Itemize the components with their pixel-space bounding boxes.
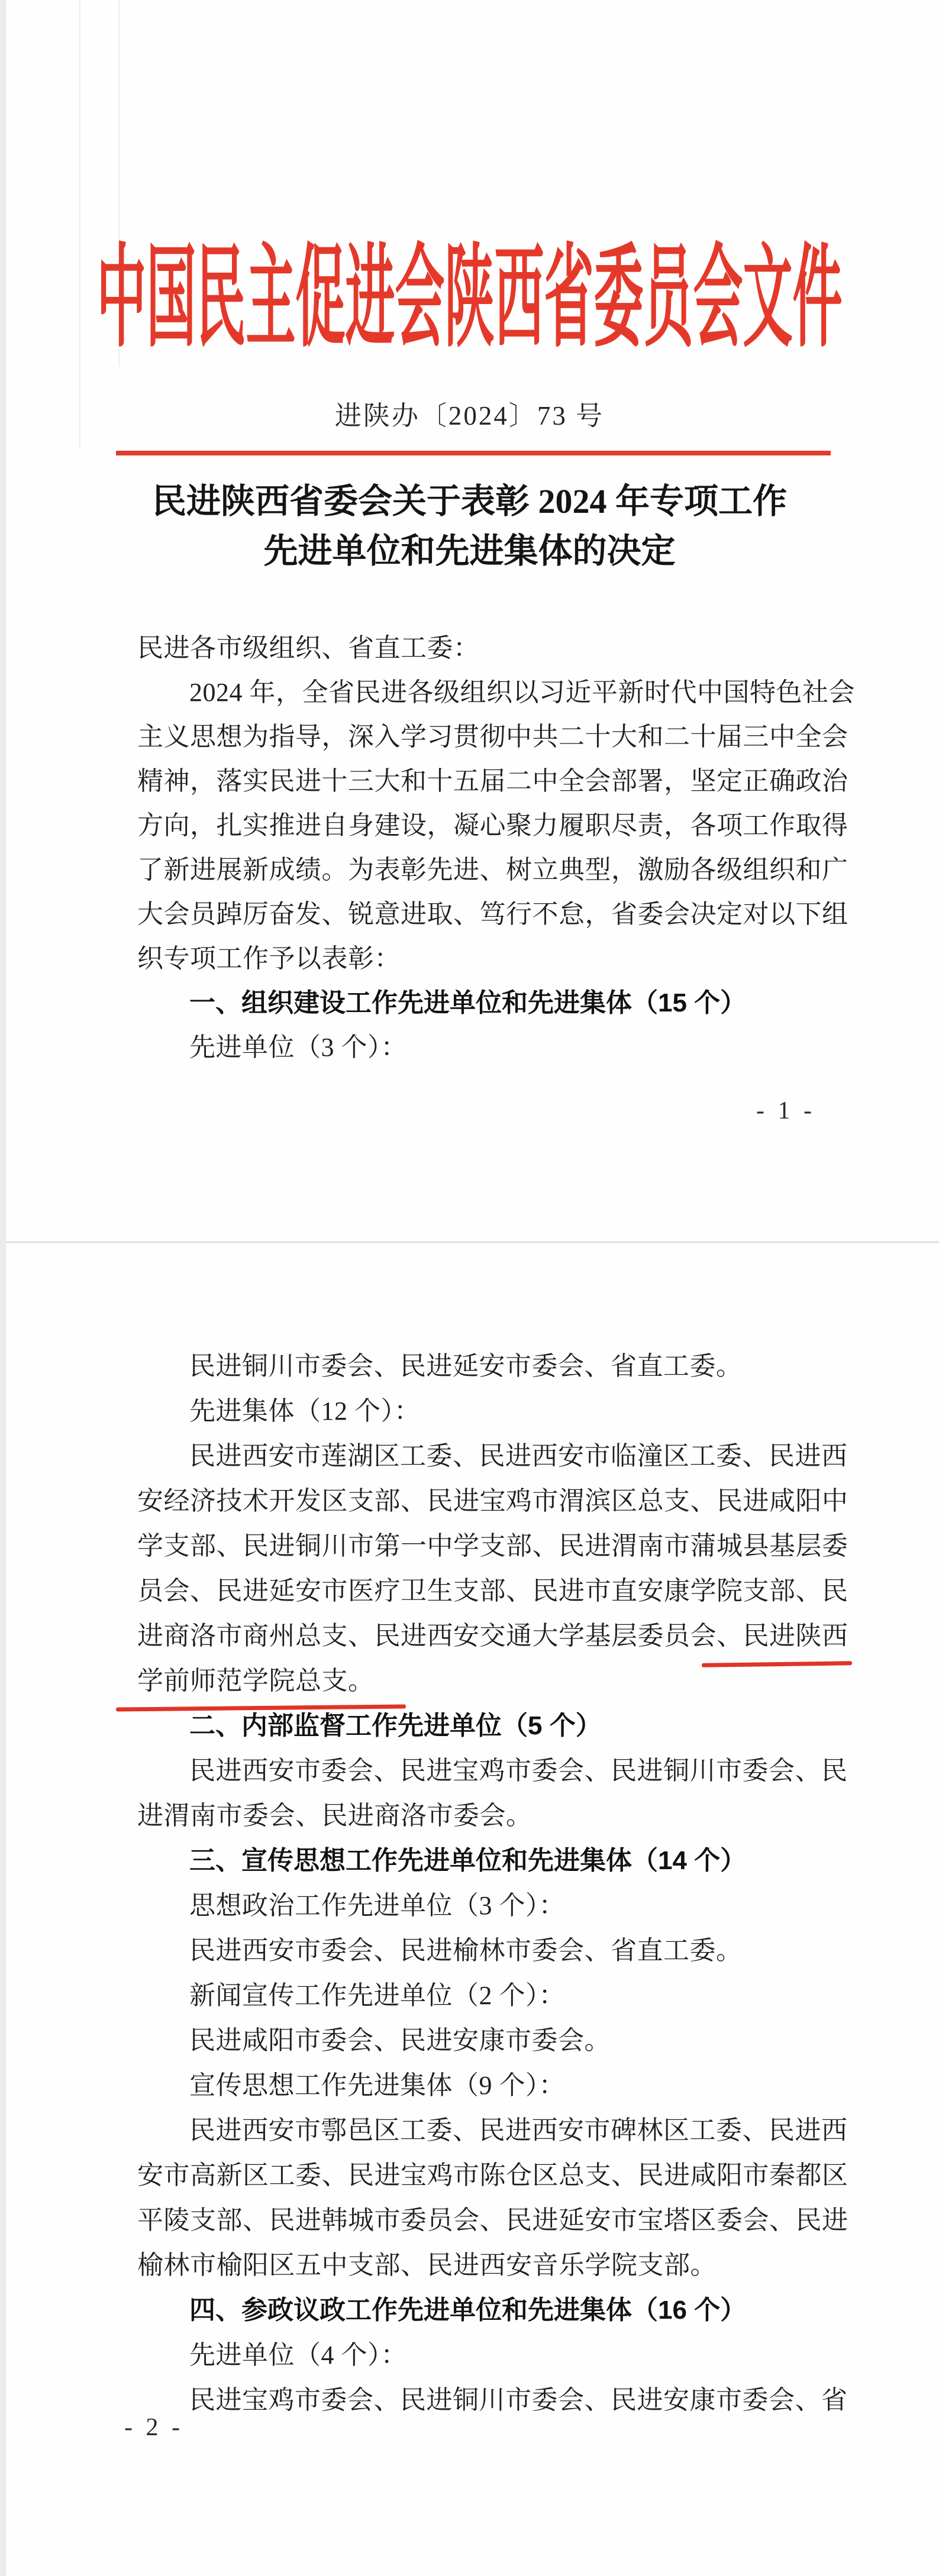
section-heading-2: 二、内部监督工作先进单位（5 个） xyxy=(189,1711,602,1740)
body-line: 学前师范学院总支。 xyxy=(137,1666,375,1695)
body-line: 民进咸阳市委会、民进安康市委会。 xyxy=(189,2026,611,2055)
sub-heading: 先进集体（12 个）： xyxy=(189,1397,421,1426)
page1-number: - 1 - xyxy=(756,1097,815,1124)
body-line: 民进西安市委会、民进榆林市委会、省直工委。 xyxy=(189,1936,743,1965)
page-seam xyxy=(0,1241,939,1243)
body-line: 民进铜川市委会、民进延安市委会、省直工委。 xyxy=(189,1352,743,1381)
body-line: 安市高新区工委、民进宝鸡市陈仓区总支、民进咸阳市秦都区 xyxy=(137,2161,848,2190)
red-divider-line xyxy=(116,451,831,455)
body-line: 进商洛市商州总支、民进西安交通大学基层委员会、民进陕西 xyxy=(137,1621,848,1650)
document-title-line-1: 民进陕西省委会关于表彰 2024 年专项工作 xyxy=(151,482,787,521)
page2-number: - 2 - xyxy=(124,2414,183,2441)
document-masthead: 中国民主促进会陕西省委员会文件 xyxy=(96,237,843,361)
body-line: 榆林市榆阳区五中支部、民进西安音乐学院支部。 xyxy=(137,2251,717,2280)
scan-edge-shadow xyxy=(0,0,7,2576)
page2-body xyxy=(137,1344,853,2423)
body-line: 民进西安市委会、民进宝鸡市委会、民进铜川市委会、民 xyxy=(189,1756,848,1785)
body-line: 安经济技术开发区支部、民进宝鸡市渭滨区总支、民进咸阳中 xyxy=(137,1486,848,1515)
sub-heading: 思想政治工作先进单位（3 个）： xyxy=(189,1891,565,1920)
body-line: 方向，扎实推进自身建设，凝心聚力履职尽责，各项工作取得 xyxy=(137,811,848,840)
section-heading-4: 四、参政议政工作先进单位和先进集体（16 个） xyxy=(189,2296,747,2325)
body-line: 学支部、民进铜川市第一中学支部、民进渭南市蒲城县基层委 xyxy=(137,1531,848,1560)
sub-heading: 先进单位（4 个）： xyxy=(189,2341,407,2370)
sub-heading: 新闻宣传工作先进单位（2 个）： xyxy=(189,1981,565,2010)
document-title-line-2: 先进单位和先进集体的决定 xyxy=(263,532,676,570)
body-line: 进渭南市委会、民进商洛市委会。 xyxy=(137,1801,533,1830)
section-heading-3: 三、宣传思想工作先进单位和先进集体（14 个） xyxy=(189,1846,747,1875)
body-line: 民进西安市鄠邑区工委、民进西安市碑林区工委、民进西 xyxy=(189,2116,848,2145)
body-line: 主义思想为指导，深入学习贯彻中共二十大和二十届三中全会 xyxy=(137,722,848,751)
body-line: 平陵支部、民进韩城市委员会、民进延安市宝塔区委会、民进 xyxy=(137,2206,848,2235)
body-line: 织专项工作予以表彰： xyxy=(137,944,401,973)
body-line: 民进宝鸡市委会、民进铜川市委会、民进安康市委会、省 xyxy=(189,2386,848,2415)
sub-heading: 宣传思想工作先进集体（9 个）： xyxy=(189,2071,565,2100)
body-line: 员会、民进延安市医疗卫生支部、民进市直安康学院支部、民 xyxy=(137,1576,848,1605)
sub-heading: 先进单位（3 个）： xyxy=(189,1033,407,1062)
body-line: 2024 年，全省民进各级组织以习近平新时代中国特色社会 xyxy=(189,678,855,707)
page1-body xyxy=(137,626,853,1069)
body-line: 了新进展新成绩。为表彰先进、树立典型，激励各级组织和广 xyxy=(137,855,848,884)
body-line: 大会员踔厉奋发、锐意进取、笃行不怠，省委会决定对以下组 xyxy=(137,900,848,929)
document-number: 进陕办〔2024〕73 号 xyxy=(334,401,605,431)
body-line: 精神，落实民进十三大和十五届二中全会部署，坚定正确政治 xyxy=(137,767,848,796)
section-heading-1: 一、组织建设工作先进单位和先进集体（15 个） xyxy=(189,988,747,1017)
body-line: 民进西安市莲湖区工委、民进西安市临潼区工委、民进西 xyxy=(189,1441,848,1470)
body-line: 民进各市级组织、省直工委： xyxy=(137,634,480,662)
